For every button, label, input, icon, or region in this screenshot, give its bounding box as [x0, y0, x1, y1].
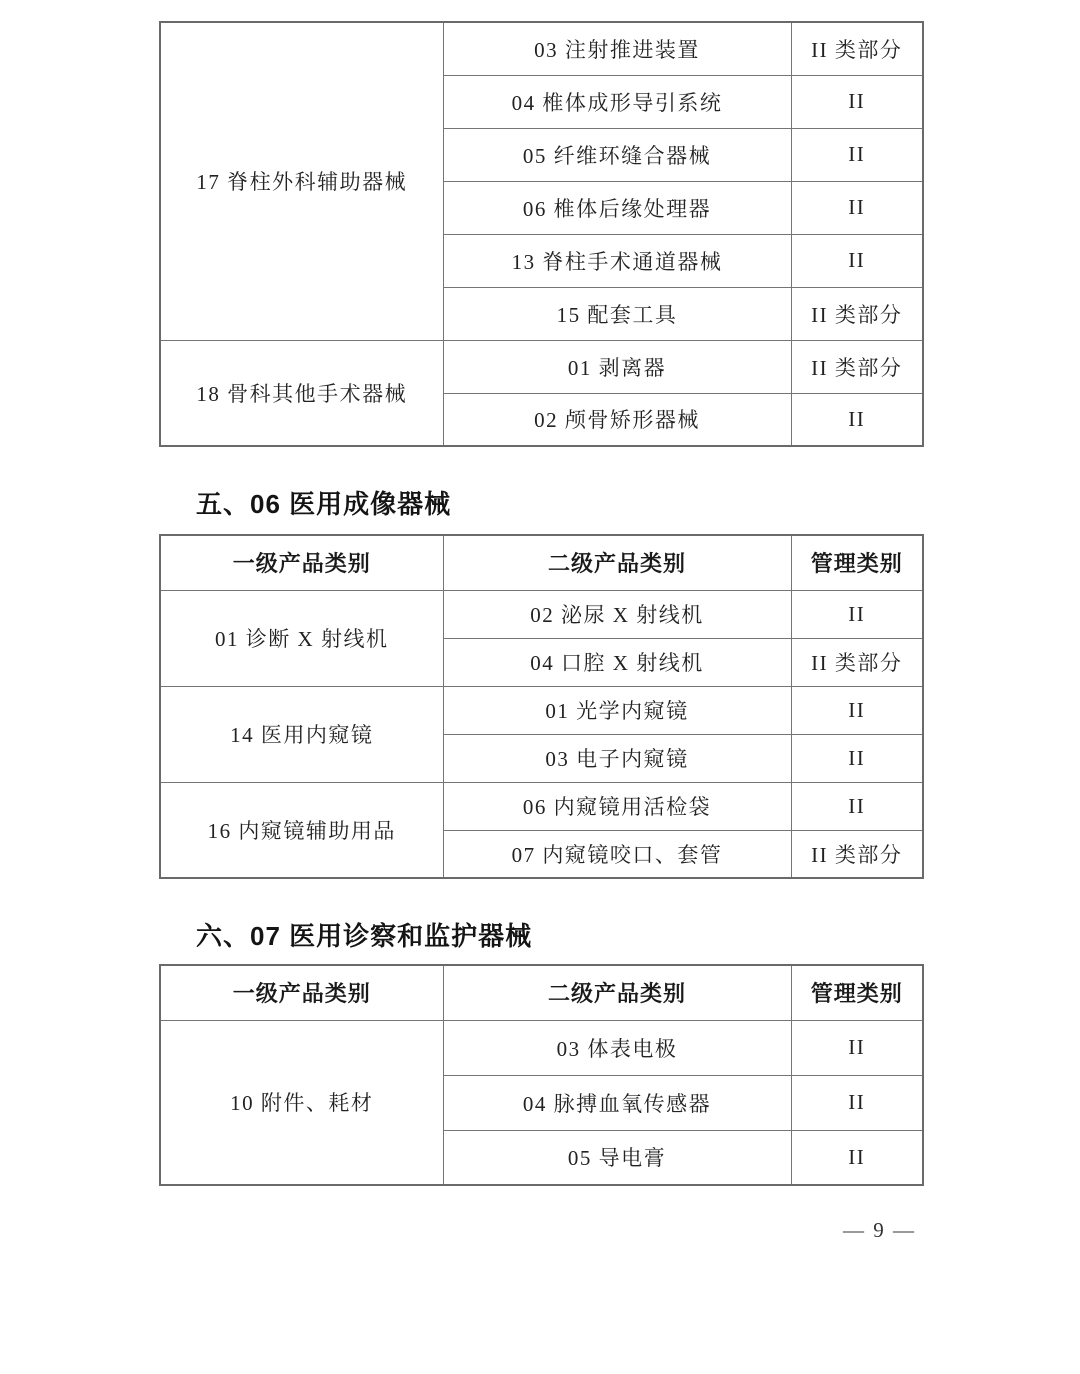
secondary-category-cell: 04 椎体成形导引系统	[443, 75, 791, 128]
primary-category-cell: 18 骨科其他手术器械	[160, 340, 443, 446]
primary-category-cell: 10 附件、耗材	[160, 1020, 443, 1185]
management-class-cell: II	[791, 75, 923, 128]
page-number: — 9 —	[843, 1218, 916, 1242]
secondary-category-cell: 02 泌尿 X 射线机	[443, 590, 791, 638]
table-row	[160, 340, 923, 393]
table-header-row	[160, 965, 923, 1020]
table-row	[160, 22, 923, 75]
secondary-category-cell: 06 椎体后缘处理器	[443, 181, 791, 234]
primary-category-cell: 17 脊柱外科辅助器械	[160, 22, 443, 340]
management-class-cell: II	[791, 128, 923, 181]
secondary-category-cell: 06 内窥镜用活检袋	[443, 782, 791, 830]
management-class-cell: II	[791, 686, 923, 734]
management-class-cell: II	[791, 181, 923, 234]
management-class-cell: II 类部分	[791, 287, 923, 340]
column-header-management-class: 管理类别	[791, 535, 923, 590]
secondary-category-cell: 13 脊柱手术通道器械	[443, 234, 791, 287]
secondary-category-cell: 01 剥离器	[443, 340, 791, 393]
management-class-cell: II	[791, 1130, 923, 1185]
medical-imaging-table	[159, 534, 924, 879]
table-row	[160, 782, 923, 830]
primary-category-cell: 01 诊断 X 射线机	[160, 590, 443, 686]
management-class-cell: II	[791, 234, 923, 287]
column-header-primary-category: 一级产品类别	[160, 535, 443, 590]
secondary-category-cell: 01 光学内窥镜	[443, 686, 791, 734]
primary-category-cell: 16 内窥镜辅助用品	[160, 782, 443, 878]
secondary-category-cell: 04 脉搏血氧传感器	[443, 1075, 791, 1130]
column-header-primary-category: 一级产品类别	[160, 965, 443, 1020]
secondary-category-cell: 15 配套工具	[443, 287, 791, 340]
diagnostic-monitoring-table	[159, 964, 924, 1186]
management-class-cell: II 类部分	[791, 830, 923, 878]
secondary-category-cell: 03 电子内窥镜	[443, 734, 791, 782]
orthopedic-devices-table	[159, 21, 924, 447]
management-class-cell: II	[791, 734, 923, 782]
management-class-cell: II	[791, 782, 923, 830]
column-header-management-class: 管理类别	[791, 965, 923, 1020]
column-header-secondary-category: 二级产品类别	[443, 535, 791, 590]
table-row	[160, 1020, 923, 1075]
management-class-cell: II	[791, 1075, 923, 1130]
section-title-medical-imaging: 五、06 医用成像器械	[196, 489, 452, 519]
management-class-cell: II 类部分	[791, 638, 923, 686]
secondary-category-cell: 03 注射推进装置	[443, 22, 791, 75]
management-class-cell: II	[791, 1020, 923, 1075]
table-row	[160, 686, 923, 734]
management-class-cell: II	[791, 590, 923, 638]
secondary-category-cell: 04 口腔 X 射线机	[443, 638, 791, 686]
secondary-category-cell: 05 纤维环缝合器械	[443, 128, 791, 181]
table-row	[160, 590, 923, 638]
secondary-category-cell: 05 导电膏	[443, 1130, 791, 1185]
management-class-cell: II 类部分	[791, 340, 923, 393]
secondary-category-cell: 03 体表电极	[443, 1020, 791, 1075]
table-header-row	[160, 535, 923, 590]
primary-category-cell: 14 医用内窥镜	[160, 686, 443, 782]
management-class-cell: II 类部分	[791, 22, 923, 75]
secondary-category-cell: 07 内窥镜咬口、套管	[443, 830, 791, 878]
management-class-cell: II	[791, 393, 923, 446]
column-header-secondary-category: 二级产品类别	[443, 965, 791, 1020]
secondary-category-cell: 02 颅骨矫形器械	[443, 393, 791, 446]
section-title-diagnostic-monitoring: 六、07 医用诊察和监护器械	[196, 921, 533, 951]
